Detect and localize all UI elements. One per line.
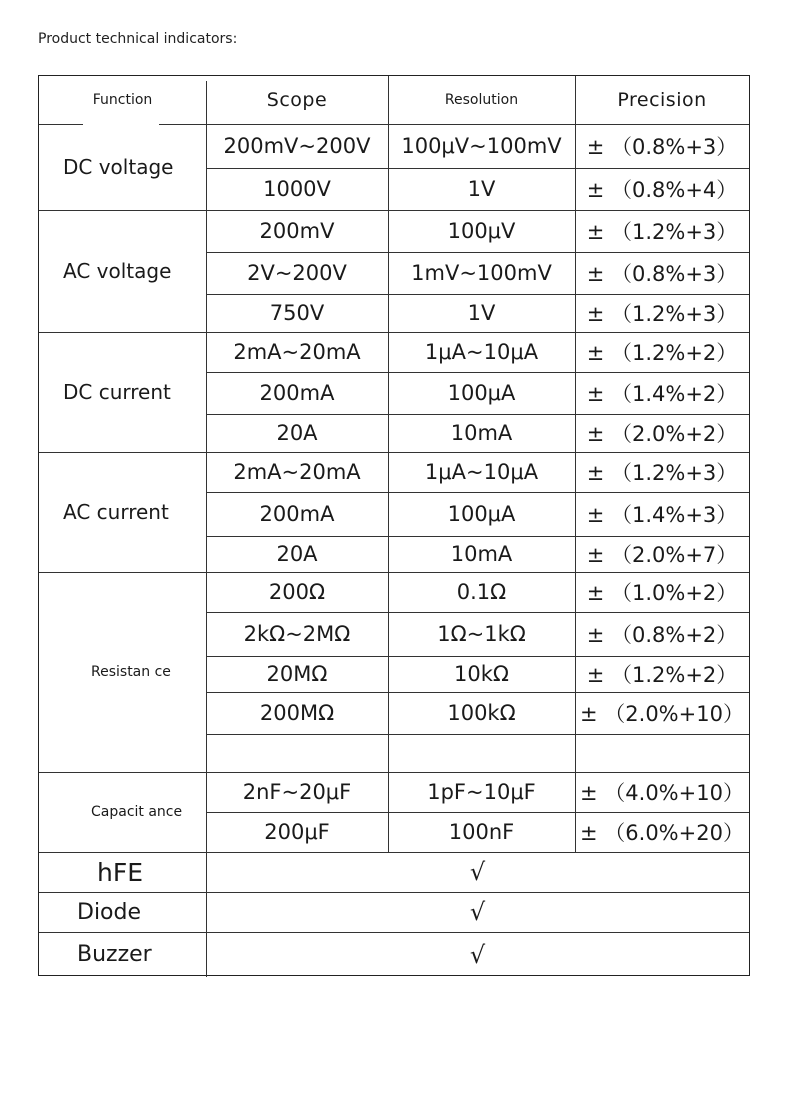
precision-cell: ± （0.8%+2）: [586, 623, 738, 647]
scope-cell: 200mV~200V: [223, 134, 371, 158]
col-divider: [388, 210, 389, 332]
scope-cell: 20A: [276, 542, 318, 566]
col-divider: [575, 772, 576, 852]
col-divider: [206, 572, 207, 772]
precision-cell: ± （1.4%+3）: [586, 503, 738, 527]
scope-cell: 200μF: [264, 820, 330, 844]
resolution-cell: 1V: [467, 177, 496, 201]
precision-cell: ± （1.4%+2）: [586, 382, 738, 406]
feature-label: Buzzer: [77, 942, 152, 967]
row-divider: [206, 656, 749, 657]
precision-cell: ± （1.2%+3）: [586, 302, 738, 326]
col-divider: [388, 572, 389, 772]
resolution-cell: 1μA~10μA: [424, 340, 539, 364]
scope-cell: 2mA~20mA: [233, 460, 361, 484]
header-scope: Scope: [266, 89, 328, 111]
header-function: Function: [92, 92, 153, 108]
precision-cell: ± （1.0%+2）: [586, 581, 738, 605]
precision-cell: ± （1.2%+2）: [586, 663, 738, 687]
function-label: AC voltage: [63, 259, 172, 283]
row-divider: [206, 812, 749, 813]
resolution-cell: 100kΩ: [447, 701, 516, 725]
scope-cell: 20A: [276, 421, 318, 445]
scope-cell: 200mA: [259, 381, 335, 405]
scope-cell: 200mA: [259, 502, 335, 526]
header-col-divider: [206, 81, 207, 124]
col-divider: [575, 452, 576, 572]
precision-cell: ± （2.0%+10）: [580, 702, 744, 726]
header-col-divider: [575, 76, 576, 124]
col-divider: [575, 572, 576, 772]
scope-cell: 20MΩ: [266, 662, 328, 686]
function-label: AC current: [63, 500, 169, 524]
col-divider: [206, 124, 207, 210]
header-resolution: Resolution: [444, 92, 519, 108]
col-divider: [388, 124, 389, 210]
col-divider: [206, 932, 207, 977]
scope-cell: 2mA~20mA: [233, 340, 361, 364]
header-precision: Precision: [617, 89, 707, 111]
check-mark: √: [469, 898, 486, 926]
row-divider: [206, 252, 749, 253]
col-divider: [206, 852, 207, 892]
check-mark: √: [469, 940, 486, 969]
precision-cell: ± （1.2%+3）: [586, 461, 738, 485]
precision-cell: ± （2.0%+2）: [586, 422, 738, 446]
resolution-cell: 1V: [467, 301, 496, 325]
precision-cell: ± （0.8%+4）: [586, 178, 738, 202]
col-divider: [575, 332, 576, 452]
function-label: DC current: [63, 380, 171, 404]
resolution-cell: 1μA~10μA: [424, 460, 539, 484]
row-divider: [206, 536, 749, 537]
precision-cell: ± （4.0%+10）: [580, 781, 744, 805]
precision-cell: ± （1.2%+3）: [586, 220, 738, 244]
scope-cell: 2nF~20μF: [242, 780, 352, 804]
resolution-cell: 100μA: [447, 502, 516, 526]
col-divider: [206, 892, 207, 932]
check-mark: √: [469, 858, 486, 886]
resolution-cell: 10mA: [450, 421, 513, 445]
scope-cell: 200MΩ: [259, 701, 335, 725]
row-divider: [206, 692, 749, 693]
col-divider: [575, 124, 576, 210]
resolution-cell: 1Ω~1kΩ: [437, 622, 526, 646]
header-col-divider: [388, 76, 389, 124]
col-divider: [206, 210, 207, 332]
scope-cell: 200mV: [259, 219, 335, 243]
resolution-cell: 0.1Ω: [456, 580, 507, 604]
spec-table: [38, 75, 750, 976]
feature-label: Diode: [77, 899, 142, 925]
feature-label: hFE: [97, 857, 144, 887]
function-label: Resistan ce: [91, 663, 171, 680]
resolution-cell: 100μA: [447, 381, 516, 405]
col-divider: [388, 452, 389, 572]
scope-cell: 1000V: [263, 177, 331, 201]
col-divider: [388, 772, 389, 852]
col-divider: [206, 332, 207, 452]
precision-cell: ± （1.2%+2）: [586, 341, 738, 365]
page-title: Product technical indicators:: [38, 31, 238, 47]
row-divider: [206, 168, 749, 169]
precision-cell: [575, 734, 749, 772]
col-divider: [388, 332, 389, 452]
resolution-cell: 10mA: [450, 542, 513, 566]
row-divider: [206, 492, 749, 493]
resolution-cell: 10kΩ: [454, 662, 509, 686]
function-label: DC voltage: [63, 155, 174, 179]
resolution-cell: 100nF: [448, 820, 515, 844]
scope-cell: 200Ω: [268, 580, 326, 604]
function-label: Capacit ance: [91, 803, 183, 820]
col-divider: [575, 210, 576, 332]
resolution-cell: 100μV: [447, 219, 516, 243]
precision-cell: ± （2.0%+7）: [586, 543, 738, 567]
row-divider: [206, 294, 749, 295]
col-divider: [206, 772, 207, 852]
resolution-cell: 1pF~10μF: [427, 780, 536, 804]
precision-cell: ± （0.8%+3）: [586, 135, 738, 159]
row-divider: [206, 734, 749, 735]
col-divider: [206, 452, 207, 572]
row-divider: [206, 612, 749, 613]
row-divider: [206, 372, 749, 373]
resolution-cell: 100μV~100mV: [401, 134, 562, 158]
row-divider: [206, 414, 749, 415]
scope-cell: 2V~200V: [247, 261, 347, 285]
resolution-cell: 1mV~100mV: [411, 261, 552, 285]
precision-cell: ± （6.0%+20）: [580, 821, 744, 845]
scope-cell: 2kΩ~2MΩ: [243, 622, 351, 646]
resolution-cell: [388, 734, 575, 772]
precision-cell: ± （0.8%+3）: [586, 262, 738, 286]
scope-cell: 750V: [269, 301, 325, 325]
scope-cell: [206, 734, 388, 772]
